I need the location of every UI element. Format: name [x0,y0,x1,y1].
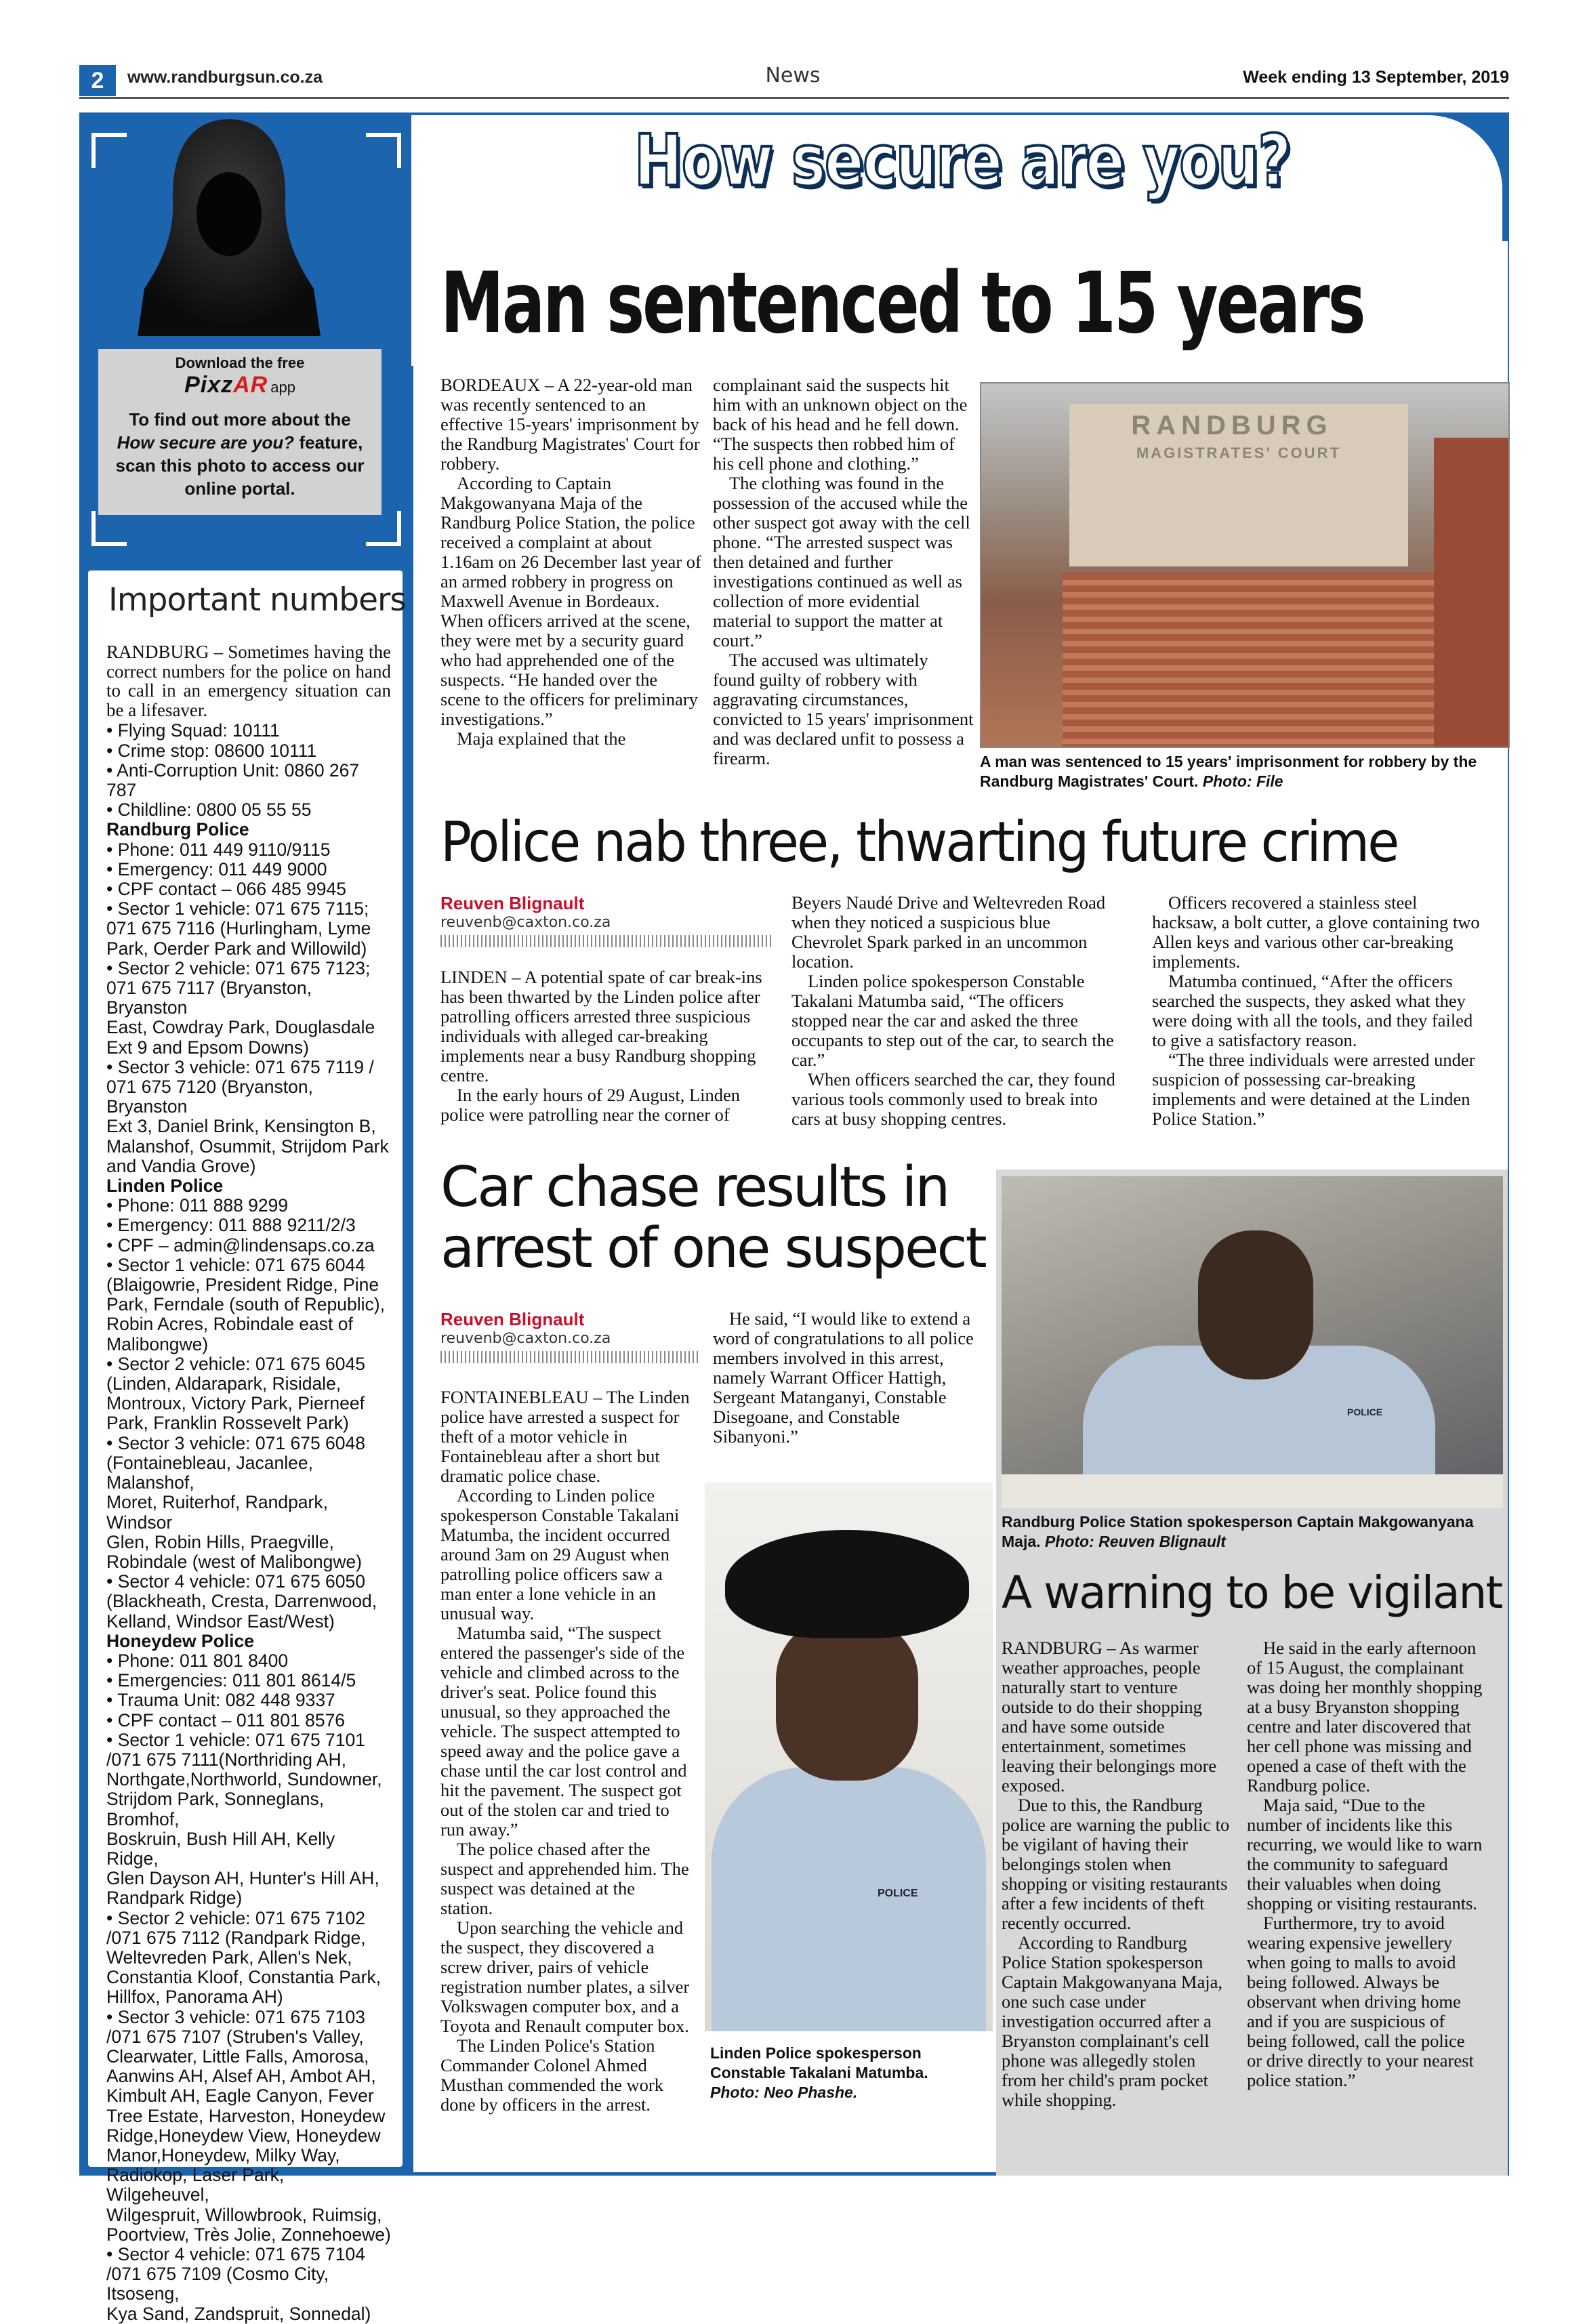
captain-badge-text: POLICE [1347,1407,1383,1417]
numbers-line: Robin Acres, Robindale east of [106,1314,353,1335]
article-paragraph: Officers recovered a stainless steel hacksaw, a bolt cutter, a glove containing two Allen keys and various other car-breaking implements. [1152,892,1480,972]
pixzar-logo-right: AR [233,372,268,398]
numbers-line: • Sector 4 vehicle: 071 675 7104 [106,2244,366,2265]
article2-byline-block [440,893,773,947]
article4-caption [1002,1512,1503,1552]
numbers-line: Park, Oerder Park and Willowild) [106,938,367,959]
numbers-line: /071 675 7109 (Cosmo City, Itsoseng, [106,2264,329,2304]
article-paragraph: Due to this, the Randburg police are warning the public to be vigilant of having their belongings stolen when shopping or visiting restaurants after a few incidents of theft recently occurred. [1002,1795,1230,1933]
article-paragraph: Matumba said, “The suspect entered the passenger's side of the vehicle and climbed across to the driver's seat. Police found this unusual, so they approached the vehicle. The suspect attempted to speed away and the police gave a chase until the car lost control and hit the pavement. The suspect got out of the stolen car and tried to run away.” [440,1623,687,1840]
numbers-line: Malanshof, Osummit, Strijdom Park [106,1136,389,1157]
article-paragraph: Matumba continued, “After the officers searched the suspects, they asked what they were doing with all the tools, and they failed to give a satisfactory reason. [1152,971,1473,1050]
scan-corner-top-right [366,133,401,168]
numbers-line: • Sector 1 vehicle: 071 675 6044 [106,1254,366,1275]
numbers-line: • CPF contact – 066 485 9945 [106,879,347,899]
numbers-line: Boskruin, Bush Hill AH, Kelly Ridge, [106,1828,335,1869]
numbers-line: and Vandia Grove) [106,1155,256,1176]
pixzar-promo-box[interactable] [98,349,382,515]
numbers-line: Ext 3, Daniel Brink, Kensington B, [106,1116,376,1137]
article3-caption-text: Linden Police spokesperson Constable Takalani Matumba. [710,2044,928,2081]
article2-col1 [440,968,773,1125]
numbers-line: Montroux, Victory Park, Pierneef [106,1393,365,1414]
article-paragraph: Furthermore, try to avoid wearing expensive jewellery when going to malls to avoid being followed. Always be observant when driving home and if you are suspicious of being followed, call the police or drive directly to your nearest police station.” [1247,1913,1474,2090]
article-paragraph: The police chased after the suspect and apprehended him. The suspect was detained at the station. [440,1839,689,1918]
article-paragraph: RANDBURG – As warmer weather approaches, people naturally start to venture outside to do their shopping and have some outside entertainment, sometimes leaving their belongings more exposed. [1002,1638,1217,1796]
numbers-line: Aanwins AH, Alsef AH, Ambot AH, [106,2066,376,2087]
numbers-line: • Emergencies: 011 801 8614/5 [106,1670,356,1691]
numbers-line: Randpark Ridge) [106,1888,243,1909]
numbers-line: Ext 9 and Epsom Downs) [106,1037,309,1058]
promo-text [104,408,376,500]
numbers-line: Weltevreden Park, Allen's Nek, [106,1947,352,1968]
article1-col2 [713,375,974,768]
hooded-figure-image [138,112,321,336]
constable-face [776,1618,918,1781]
numbers-line: • Sector 2 vehicle: 071 675 7102 [106,1907,366,1928]
numbers-line: 071 675 7117 (Bryanston, Bryanston [106,978,312,1018]
feature-title: How secure are you? [634,119,1291,202]
article-paragraph: Maja explained that the [457,728,626,749]
numbers-line: • CPF – admin@lindensaps.co.za [106,1234,375,1256]
numbers-line: Northgate,Northworld, Sundowner, [106,1769,382,1790]
article-paragraph: The Linden Police's Station Commander Colonel Ahmed Musthan commended the work done by officers in the arrest. [440,2035,663,2115]
court-wall [1434,438,1508,748]
captain-face [1198,1230,1313,1379]
article4-col2 [1247,1638,1484,2090]
court-steps [1063,573,1442,748]
important-numbers-list [106,721,391,2323]
numbers-line: Ridge,Honeydew View, Honeydew [106,2125,381,2146]
article2-byline: Reuven Blignault [440,893,585,913]
numbers-line: • Sector 3 vehicle: 071 675 6048 [106,1432,366,1453]
scan-corner-top-left [91,133,127,168]
numbers-line: Kimbult AH, Eagle Canyon, Fever [106,2086,374,2107]
article3-headline [440,1157,996,1279]
article4-col1 [1002,1638,1232,2110]
numbers-line: Malibongwe) [106,1333,209,1354]
pixzar-logo [184,372,268,398]
numbers-line: • CPF contact – 011 801 8576 [106,1709,346,1730]
app-label: app [270,379,295,396]
numbers-line: • Sector 4 vehicle: 071 675 6050 [106,1571,366,1592]
numbers-line: • Sector 2 vehicle: 071 675 7123; [106,957,371,978]
numbers-line: /071 675 7111(Northriding AH, [106,1749,347,1770]
article1-caption-credit: Photo: File [1202,772,1283,790]
section-label: News [765,64,821,87]
article-paragraph: Linden police spokesperson Constable Takalani Matumba said, “The officers stopped near the car and asked the three occupants to step out of the car, to search the car.” [791,971,1114,1070]
court-sign: RANDBURG [1131,411,1333,440]
numbers-line: (Blaigowrie, President Ridge, Pine [106,1274,379,1295]
article3-caption-credit: Photo: Neo Phashe. [710,2083,858,2101]
numbers-line: • Sector 1 vehicle: 071 675 7101 [106,1729,366,1750]
article1-headline: Man sentenced to 15 years [440,255,1364,352]
numbers-line: Hillfox, Panorama AH) [106,1987,283,2008]
article3-headline-2: arrest of one suspect [440,1216,985,1281]
constable-matumba-photo [705,1482,993,2031]
numbers-line: • Phone: 011 801 8400 [106,1650,289,1671]
article-paragraph: The clothing was found in the possession of the accused while the other suspect got away with the cell phone. “The arrested suspect was then detained and further investigations continued as well as collection of more evidential material to support the matter at court.” [713,473,970,650]
article3-col1 [440,1388,691,2115]
article-paragraph: BORDEAUX – A 22-year-old man was recently sentenced to an effective 15-years' imprisonment by the Randburg Magistrates' Court for robbery. [440,375,700,474]
numbers-line: • Emergency: 011 888 9211/2/3 [106,1215,356,1236]
numbers-line: • Sector 2 vehicle: 071 675 6045 [106,1353,366,1374]
constable-badge-text: POLICE [878,1888,918,1899]
numbers-line: (Linden, Aldarapark, Risidale, [106,1373,342,1394]
scan-corner-bottom-right [366,511,401,546]
article-paragraph: complainant said the suspects hit him with an unknown object on the back of his head and he fell down. “The suspects then robbed him of his cell phone and clothing.” [713,375,968,474]
numbers-line: /071 675 7112 (Randpark Ridge, [106,1927,366,1948]
important-numbers-title: Important numbers [108,581,406,619]
numbers-line: Manor,Honeydew, Milky Way, [106,2145,340,2165]
article-paragraph: LINDEN – A potential spate of car break-ins has been thwarted by the Linden police after patrolling officers arrested three suspicious individuals with alleged car-breaking implements near a busy Randburg shopping centre. [440,967,762,1085]
numbers-line: • Anti-Corruption Unit: 0860 267 787 [106,760,360,800]
article1-caption [980,752,1510,791]
numbers-line: • Sector 1 vehicle: 071 675 7115; [106,898,369,919]
numbers-line: • Childline: 0800 05 55 55 [106,800,312,821]
article-paragraph: When officers searched the car, they found various tools commonly used to break into cars at busy shopping centres. [791,1069,1115,1129]
numbers-heading: Linden Police [106,1176,224,1197]
site-url[interactable]: www.randburgsun.co.za [127,68,323,87]
article-paragraph: According to Captain Makgowanyana Maja of the Randburg Police Station, the police received a complaint at about 1.16am on 26 December last year of an armed robbery in progress on Maxwell Avenue in Bordeaux. When officers arrived at the scene, they were met by a security guard who had apprehended one of the suspects. “He handed over the scene to the officers for preliminary investigations.” [440,473,701,729]
article-paragraph: Maja said, “Due to the number of incidents like this recurring, we would like to warn the community to safeguard their valuables when doing shopping or visiting restaurants. [1247,1795,1483,1913]
issue-date: Week ending 13 September, 2019 [1243,68,1509,87]
numbers-line: Park, Franklin Rossevelt Park) [106,1413,349,1434]
numbers-line: 071 675 7116 (Hurlingham, Lyme [106,918,371,939]
article3-byline: Reuven Blignault [440,1309,585,1329]
numbers-line: Tree Estate, Harveston, Honeydew [106,2105,386,2126]
numbers-line: (Blackheath, Cresta, Darrenwood, [106,1591,377,1612]
article2-headline: Police nab three, thwarting future crime [440,810,1398,875]
page-number: 2 [79,65,116,96]
numbers-line: • Flying Squad: 10111 [106,720,280,741]
article4-caption-text: Randburg Police Station spokesperson Captain Makgowanyana Maja. [1002,1513,1474,1550]
promo-text-2: feature, scan this photo to access our online portal. [115,432,365,499]
captain-maja-photo [1002,1176,1503,1508]
article4-caption-credit: Photo: Reuven Blignault [1044,1533,1226,1550]
constable-uniform [712,1767,986,2031]
article-paragraph: The accused was ultimately found guilty of robbery with aggravating circumstances, convicted to 15 years' imprisonment and was declared unfit to possess a firearm. [713,650,974,768]
article3-byline-block [440,1309,698,1363]
numbers-line: • Sector 3 vehicle: 071 675 7119 / [106,1056,374,1077]
numbers-line: 071 675 7120 (Bryanston, Bryanston [106,1077,313,1117]
article1-col1 [440,375,701,749]
header-rule [79,97,1509,99]
article2-rule [440,935,773,947]
article-paragraph: FONTAINEBLEAU – The Linden police have arrested a suspect for theft of a motor vehicle in Fontainebleau after a short but dramatic police chase. [440,1387,690,1486]
promo-text-1: To find out more about the [129,409,351,430]
court-photo [980,382,1510,748]
numbers-line: Strijdom Park, Sonneglans, Bromhof, [106,1789,325,1829]
numbers-line: Wilgespruit, Willowbrook, Ruimsig, [106,2204,382,2225]
numbers-line: East, Cowdray Park, Douglasdale [106,1017,375,1038]
numbers-line: /071 675 7107 (Struben's Valley, [106,2026,364,2047]
numbers-line: Park, Ferndale (south of Republic), [106,1294,385,1315]
promo-text-italic: How secure are you? [117,432,295,453]
captain-desk [1002,1474,1503,1508]
article-paragraph: Upon searching the vehicle and the suspect, they discovered a screw driver, pairs of vehicle registration number plates, a silver Volkswagen computer box, and a Toyota and Renault computer box. [440,1917,690,2036]
numbers-line: Robindale (west of Malibongwe) [106,1551,363,1572]
article-paragraph: He said in the early afternoon of 15 August, the complainant was doing her monthly shopping at a busy Bryanston shopping centre and later discovered that her cell phone was missing and opened a case of theft with the Randburg police. [1247,1638,1483,1796]
numbers-line: • Sector 3 vehicle: 071 675 7103 [106,2006,366,2027]
numbers-line: • Emergency: 011 449 9000 [106,858,327,879]
article4-headline: A warning to be vigilant [1002,1566,1502,1619]
article-paragraph: “The three individuals were arrested under suspicion of possessing car-breaking implements and were detained at the Linden Police Station.” [1152,1050,1475,1129]
numbers-line: Glen, Robin Hills, Praegville, [106,1531,334,1552]
pixzar-logo-left: Pixz [184,372,234,398]
article2-col2 [791,893,1124,1129]
article-paragraph: Beyers Naudé Drive and Weltevreden Road when they noticed a suspicious blue Chevrolet Spark parked in an uncommon location. [791,892,1106,972]
numbers-line: Radiokop, Laser Park, Wilgeheuvel, [106,2165,285,2205]
article3-email[interactable]: reuvenb@caxton.co.za [440,1330,611,1347]
article3-caption [710,2043,995,2102]
numbers-line: • Crime stop: 08600 10111 [106,740,317,761]
court-sign-sub: MAGISTRATES' COURT [1136,444,1342,461]
scan-corner-bottom-left [91,511,127,546]
numbers-line: Poortview, Très Jolie, Zonnehoewe) [106,2224,391,2245]
article3-rule [440,1351,698,1363]
article-paragraph: According to Randburg Police Station spokesperson Captain Makgowanyana Maja, one such case under investigation occurred after a Bryanston complainant's cell phone was allegedly stolen from her child's pram pocket while shopping. [1002,1932,1222,2110]
numbers-heading: Honeydew Police [106,1630,254,1651]
numbers-line: Kya Sand, Zandspruit, Sonnedal) [106,2303,371,2324]
important-numbers-intro: RANDBURG – Sometimes having the correct numbers for the police on hand to call in an emergency situation can be a lifesaver. [106,642,391,720]
important-numbers-body [106,642,391,2324]
article-paragraph: In the early hours of 29 August, Linden police were patrolling near the corner of [440,1085,741,1125]
article1-caption-text: A man was sentenced to 15 years' imprisonment for robbery by the Randburg Magistrates' Court. [980,753,1477,790]
numbers-line: Constantia Kloof, Constantia Park, [106,1967,382,1988]
article2-col3 [1152,893,1484,1129]
numbers-heading: Randburg Police [106,819,249,840]
numbers-line: • Trauma Unit: 082 448 9337 [106,1690,335,1711]
constable-hat [725,1530,969,1638]
download-label: Download the free [175,354,305,371]
numbers-line: • Phone: 011 449 9110/9115 [106,839,331,860]
numbers-line: (Fontainebleau, Jacanlee, Malanshof, [106,1452,313,1493]
numbers-line: Kelland, Windsor East/West) [106,1611,335,1632]
article2-email[interactable]: reuvenb@caxton.co.za [440,914,611,931]
article3-headline-1: Car chase results in [440,1155,949,1220]
numbers-line: Moret, Ruiterhof, Randpark, Windsor [106,1492,328,1533]
numbers-line: Clearwater, Little Falls, Amorosa, [106,2046,369,2067]
article-paragraph: According to Linden police spokesperson Constable Takalani Matumba, the incident occurred around 3am on 29 August when patrolling police officers saw a man enter a lone vehicle in an unusual way. [440,1485,680,1623]
numbers-line: Glen Dayson AH, Hunter's Hill AH, [106,1868,379,1889]
article3-col2 [713,1309,977,1447]
numbers-line: • Phone: 011 888 9299 [106,1195,289,1216]
article-paragraph: He said, “I would like to extend a word of congratulations to all police members involved in this arrest, namely Warrant Officer Hattigh, Sergeant Matanganyi, Constable Disegoane, and Constable Sibanyoni.” [713,1308,974,1447]
